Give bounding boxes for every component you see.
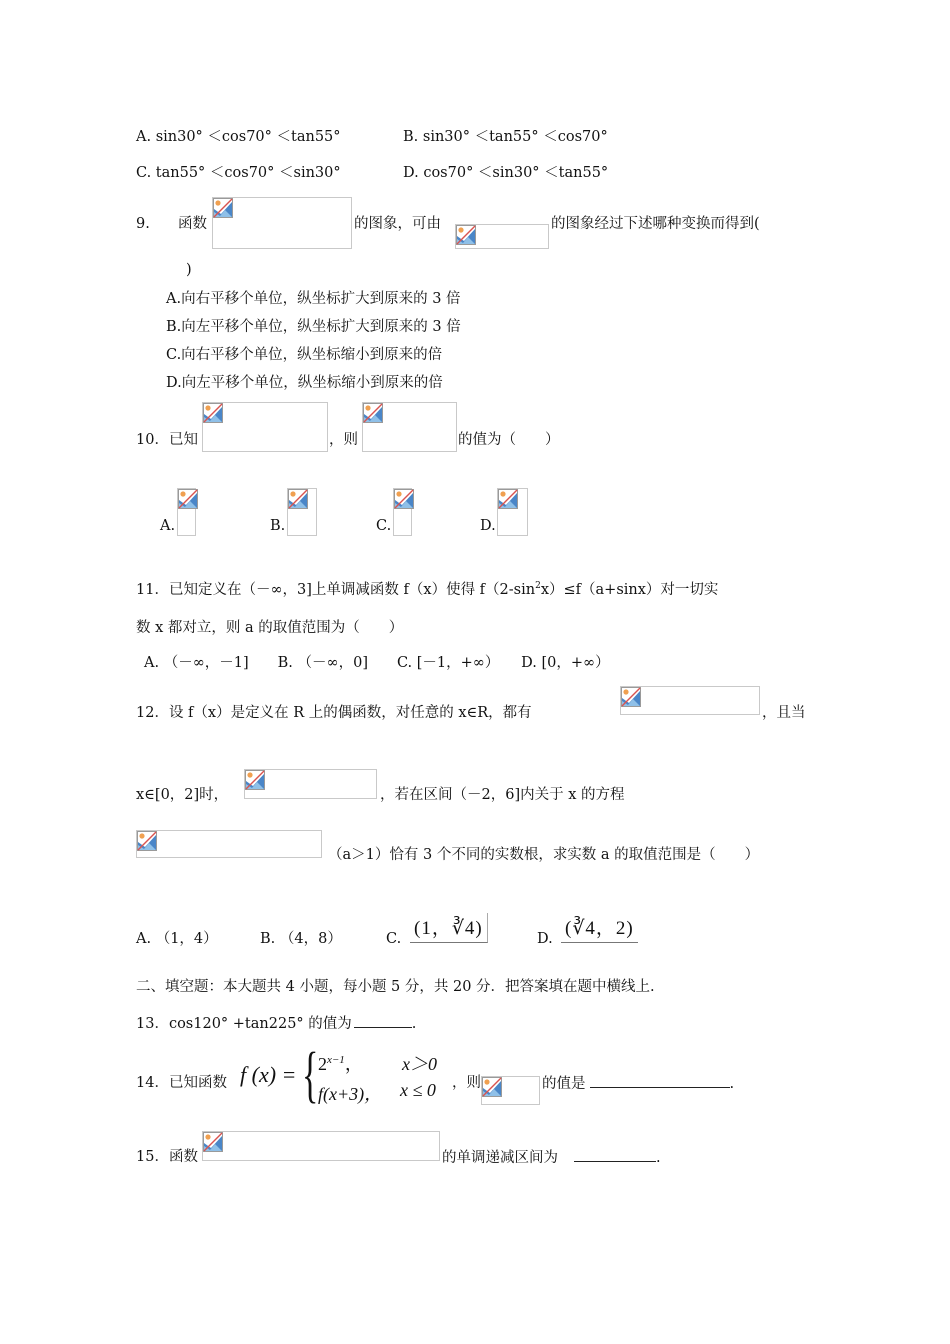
q12-option-b: B. （4，8） — [260, 931, 342, 947]
q9-text-4: ) — [186, 262, 192, 278]
q10-option-a-image — [177, 488, 196, 536]
q10-expression-image — [362, 402, 457, 452]
q12-equation-image — [136, 830, 322, 858]
q9-function-image — [212, 197, 352, 249]
q14-text-3: 的值是 — [542, 1076, 586, 1092]
q9-text-2: 的图象，可由 — [354, 216, 441, 232]
q14-value-image — [481, 1076, 540, 1105]
q14-case-1-condition: x＞0 — [402, 1054, 437, 1074]
q8-option-c: C. tan55° ＜cos70° ＜sin30° — [136, 165, 341, 181]
broken-image-icon — [178, 489, 198, 509]
q10-text-1: 10．已知 — [136, 432, 198, 448]
q15-end: . — [656, 1150, 661, 1166]
q11-line-2: 数 x 都对立，则 a 的取值范围为（ ） — [136, 620, 404, 636]
broken-image-icon — [288, 489, 308, 509]
q12-line-1b: ，且当 — [762, 705, 806, 721]
q11-line-1b: x）≤f（a+sinx）对一切实 — [540, 581, 719, 598]
q12-option-d-label: D. — [537, 931, 553, 947]
q15-function-image — [202, 1131, 440, 1161]
q10-given-image — [202, 402, 328, 452]
q12-definition-image — [244, 769, 377, 799]
q10-text-2: ，则 — [329, 432, 358, 448]
q12-option-c-image: (1，∛4) — [410, 913, 488, 943]
q9-option-a: A.向右平移个单位，纵坐标扩大到原来的 3 倍 — [166, 291, 461, 307]
q14-end: . — [729, 1076, 735, 1092]
q10-option-c-label: C. — [376, 518, 392, 534]
broken-image-icon — [137, 831, 157, 851]
broken-image-icon — [203, 1132, 223, 1152]
q15-text-1: 15．函数 — [136, 1149, 198, 1165]
q9-text-3: 的图象经过下述哪种变换而得到( — [551, 216, 760, 232]
q14-text-1: 14．已知函数 — [136, 1075, 227, 1091]
q11-options: A. （－∞，－1] B. （－∞，0] C. [－1，+∞） D. [0，+∞） — [144, 655, 610, 671]
q9-option-d: D.向左平移个单位，纵坐标缩小到原来的倍 — [166, 375, 443, 391]
q14-function-lhs: f (x) = — [240, 1062, 297, 1087]
broken-image-icon — [394, 489, 414, 509]
q8-option-d: D. cos70° ＜sin30° ＜tan55° — [403, 165, 609, 181]
q14-brace: { — [302, 1041, 319, 1109]
broken-image-icon — [363, 403, 383, 423]
broken-image-icon — [245, 770, 265, 790]
q9-number: 9. — [136, 216, 150, 232]
broken-image-icon — [456, 225, 476, 245]
broken-image-icon — [213, 198, 233, 218]
q14-case-1-sep: ， — [344, 1054, 363, 1074]
q13 — [136, 1013, 416, 1034]
q12-option-d-image: (∛4，2) — [561, 913, 638, 943]
q9-option-c: C.向右平移个单位，纵坐标缩小到原来的倍 — [166, 347, 443, 363]
q12-option-a: A. （1，4） — [136, 931, 218, 947]
q13-text: 13．cos120° +tan225° 的值为 — [136, 1016, 352, 1032]
q14-case-1 — [318, 1050, 363, 1076]
q15-answer-blank — [574, 1147, 656, 1162]
q14-answer-blank — [590, 1073, 730, 1088]
q13-end: . — [411, 1016, 417, 1032]
q14-case-2: f(x+3)， — [318, 1084, 383, 1104]
q10-option-d-label: D. — [480, 518, 496, 534]
q14-text-2: ，则 — [452, 1075, 481, 1091]
broken-image-icon — [482, 1077, 502, 1097]
broken-image-icon — [621, 687, 641, 707]
q12-line-1a: 12．设 f（x）是定义在 R 上的偶函数，对任意的 x∈R，都有 — [136, 705, 532, 721]
q10-option-d-image — [497, 488, 528, 536]
q10-option-a-label: A. — [160, 518, 176, 534]
q12-option-c-label: C. — [386, 931, 402, 947]
q12-condition-image — [620, 686, 760, 715]
q11-line-1a: 11．已知定义在（－∞，3]上单调减函数 f（x）使得 f（2-sin — [136, 581, 536, 598]
q14-case-2-condition: x ≤ 0 — [400, 1080, 436, 1100]
q9-source-function-image — [455, 224, 549, 249]
q11-superscript: 2 — [535, 581, 541, 591]
broken-image-icon — [203, 403, 223, 423]
q12-line-3: （a＞1）恰有 3 个不同的实数根，求实数 a 的取值范围是（ ） — [328, 847, 760, 863]
q8-option-b: B. sin30° ＜tan55° ＜cos70° — [403, 129, 608, 145]
broken-image-icon — [498, 489, 518, 509]
q14-case-1-exp: x−1 — [327, 1054, 345, 1066]
q10-text-3: 的值为（ ） — [458, 432, 560, 448]
q11-line-1 — [136, 576, 718, 600]
q14-answer-line — [542, 1073, 734, 1094]
q15-answer-line — [442, 1147, 661, 1168]
q13-answer-blank — [354, 1013, 412, 1028]
section-2-heading: 二、填空题：本大题共 4 小题，每小题 5 分，共 20 分．把答案填在题中横线上. — [136, 979, 655, 995]
q15-text-2: 的单调递减区间为 — [442, 1150, 558, 1166]
q14-case-1-base: 2 — [318, 1054, 327, 1074]
q10-option-c-image — [393, 488, 412, 536]
q9-option-b: B.向左平移个单位，纵坐标扩大到原来的 3 倍 — [166, 319, 461, 335]
q12-line-2a: x∈[0，2]时， — [136, 787, 229, 803]
q8-option-a: A. sin30° ＜cos70° ＜tan55° — [136, 129, 341, 145]
q10-option-b-image — [287, 488, 317, 536]
q12-line-2b: ，若在区间（－2，6]内关于 x 的方程 — [380, 787, 625, 803]
q9-text-1: 函数 — [178, 216, 207, 232]
q10-option-b-label: B. — [270, 518, 286, 534]
